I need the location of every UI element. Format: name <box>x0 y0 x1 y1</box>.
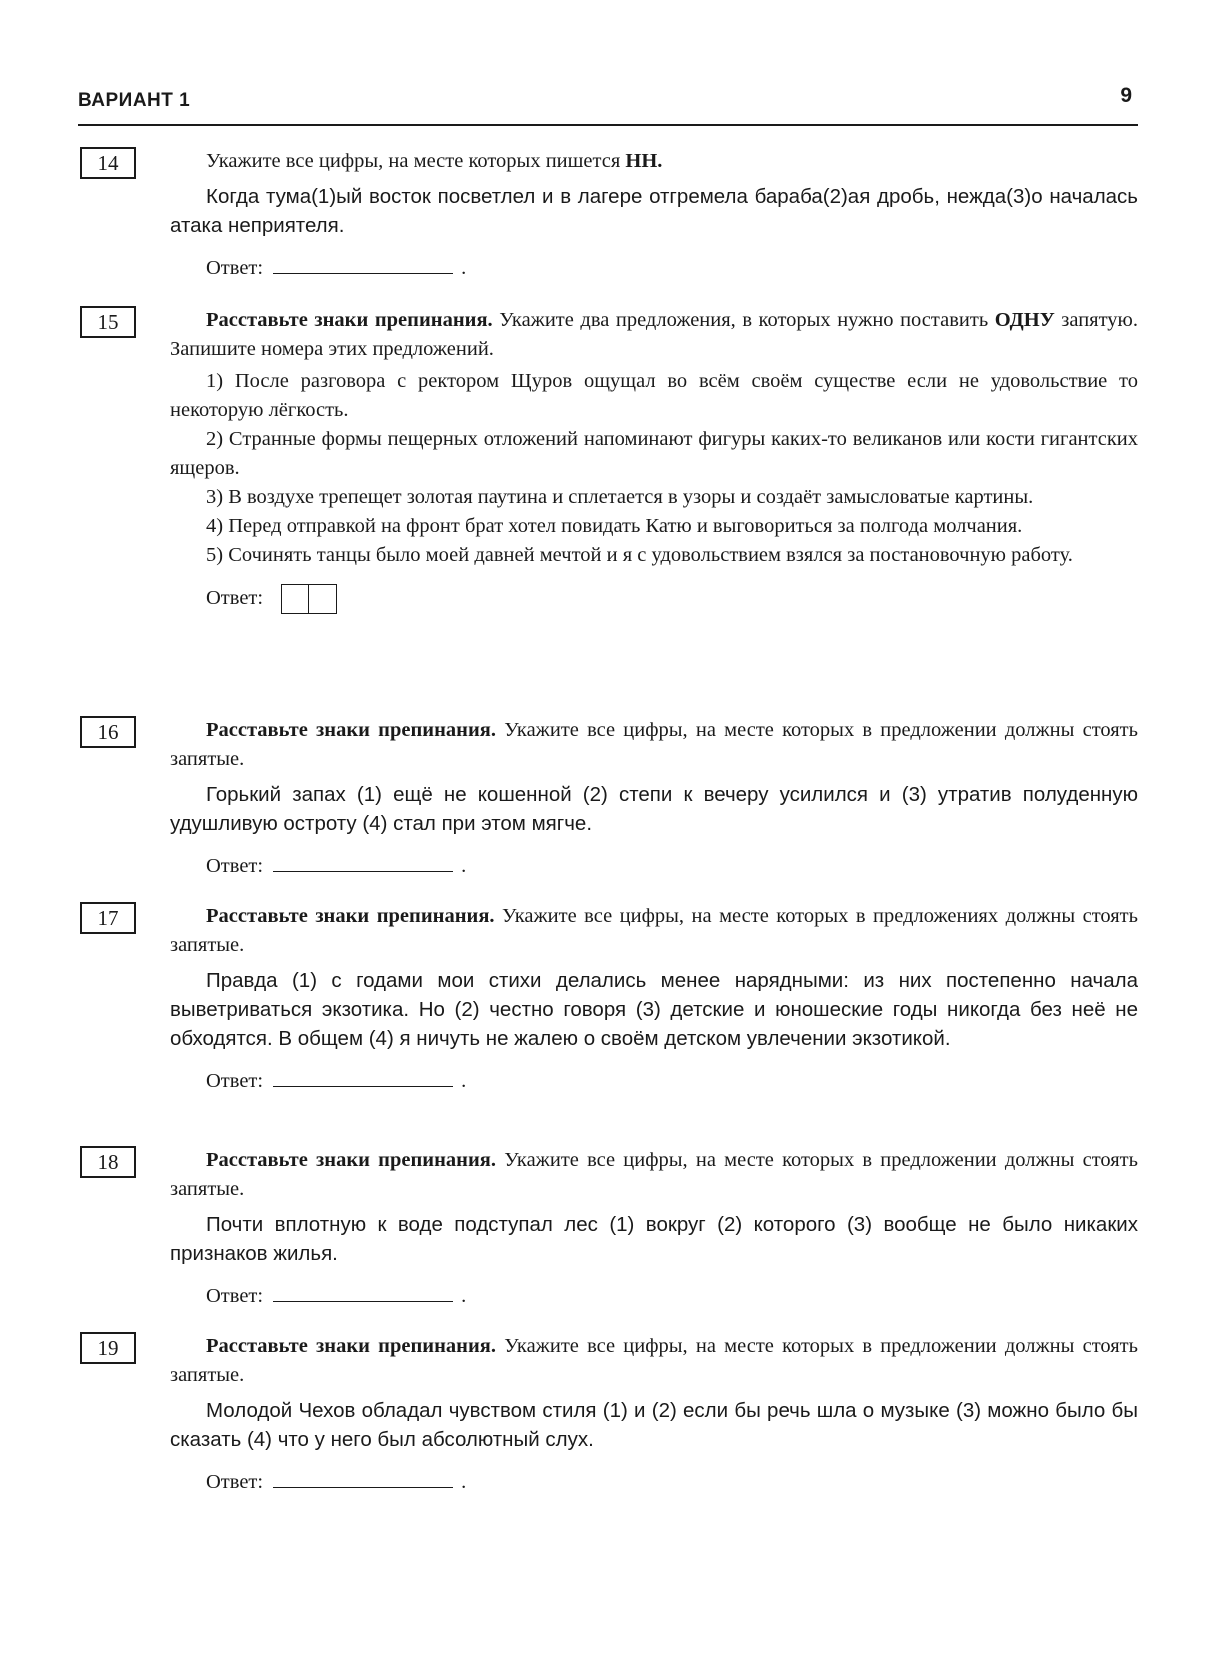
answer-line-input[interactable] <box>273 1300 453 1302</box>
task-instruction: Расставьте знаки препинания. Укажите все цифры, на месте которых в предложении должны стоять запятые. <box>170 1335 1138 1386</box>
answer-line-input[interactable] <box>273 870 453 872</box>
task-instruction: Расставьте знаки препинания. Укажите все цифры, на месте которых в предложении должны стоять запятые. <box>170 719 1138 770</box>
task-number: 18 <box>80 1146 136 1178</box>
answer-dot: . <box>461 1471 467 1493</box>
option-item: 3) В воздухе трепещет золотая паутина и сплетается в узоры и создаёт замысловатые картины. <box>206 486 1034 508</box>
answer-row <box>170 250 1138 280</box>
option-item: 5) Сочинять танцы было моей давней мечтой и я с удовольствием взялся за постановочную работу. <box>206 544 1073 566</box>
answer-label: Ответ: <box>206 1471 264 1493</box>
answer-cell-2[interactable] <box>309 584 337 614</box>
variant-title: ВАРИАНТ 1 <box>78 90 191 111</box>
answer-line-input[interactable] <box>273 1085 453 1087</box>
answer-dot: . <box>461 855 467 877</box>
option-item: 2) Странные формы пещерных отложений напоминают фигуры каких-то великанов или кости гигантских ящеров. <box>170 428 1138 479</box>
task-text: Когда тума(1)ый восток посветлел и в лагере отгремела бараба(2)ая дробь, нежда(3)о началась атака неприятеля. <box>170 185 1138 237</box>
answer-label: Ответ: <box>206 1285 264 1307</box>
answer-dot: . <box>461 1285 467 1307</box>
page-header <box>78 84 1138 126</box>
option-item: 4) Перед отправкой на фронт брат хотел повидать Катю и выговориться за полгода молчания. <box>206 515 1023 537</box>
answer-label: Ответ: <box>206 587 264 609</box>
answer-dot: . <box>461 257 467 279</box>
task-number: 17 <box>80 902 136 934</box>
task-number: 19 <box>80 1332 136 1364</box>
task-number: 14 <box>80 147 136 179</box>
answer-label: Ответ: <box>206 855 264 877</box>
answer-row <box>170 848 1138 878</box>
task-text: Правда (1) с годами мои стихи делались менее нарядными: из них постепенно начала выветриваться экзотика. Но (2) честно говоря (3) детские и юношеские годы никогда без неё не обходятся. В общем (4) я ничуть не жалею о своём детском увлечении экзотикой. <box>170 969 1138 1050</box>
answer-line-input[interactable] <box>273 272 453 274</box>
answer-line-input[interactable] <box>273 1486 453 1488</box>
option-item: 1) После разговора с ректором Щуров ощущал во всём своём существе если не удовольствие то некоторую лёгкость. <box>170 370 1138 421</box>
page-number: 9 <box>1120 84 1132 107</box>
task-text: Почти вплотную к воде подступал лес (1) вокруг (2) которого (3) вообще не было никаких признаков жилья. <box>170 1213 1138 1265</box>
answer-row <box>170 1464 1138 1494</box>
task-text: Молодой Чехов обладал чувством стиля (1) и (2) если бы речь шла о музыке (3) можно было бы сказать (4) что у него был абсолютный слух. <box>170 1399 1138 1451</box>
task-number: 16 <box>80 716 136 748</box>
task-instruction: Расставьте знаки препинания. Укажите два предложения, в которых нужно поставить ОДНУ запятую. Запишите номера этих предложений. <box>170 309 1138 360</box>
answer-cell-1[interactable] <box>281 584 309 614</box>
answer-row <box>170 580 1138 610</box>
answer-cells <box>281 584 337 614</box>
task-instruction: Укажите все цифры, на месте которых пишется НН. <box>206 150 663 172</box>
answer-row <box>170 1063 1138 1093</box>
task-text: Горький запах (1) ещё не кошенной (2) степи к вечеру усилился и (3) утратив полуденную удушливую остроту (4) стал при этом мягче. <box>170 783 1138 835</box>
answer-label: Ответ: <box>206 1070 264 1092</box>
task-number: 15 <box>80 306 136 338</box>
answer-label: Ответ: <box>206 257 264 279</box>
task-instruction: Расставьте знаки препинания. Укажите все цифры, на месте которых в предложении должны стоять запятые. <box>170 1149 1138 1200</box>
answer-row <box>170 1278 1138 1308</box>
answer-dot: . <box>461 1070 467 1092</box>
task-instruction: Расставьте знаки препинания. Укажите все цифры, на месте которых в предложениях должны стоять запятые. <box>170 905 1138 956</box>
